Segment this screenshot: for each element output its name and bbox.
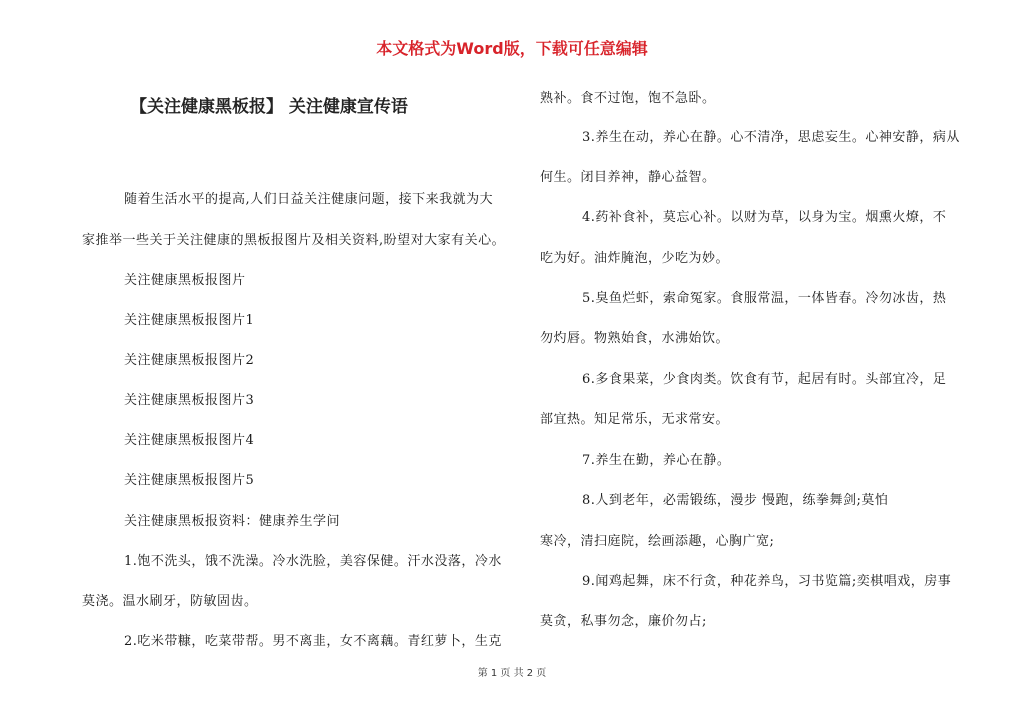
paragraph-line: 7.养生在勤，养心在静。 xyxy=(582,453,731,468)
paragraph-line: 9.闻鸡起舞，床不行贪，种花养鸟，习书览篇;奕棋唱戏，房事 xyxy=(582,574,952,589)
left-column xyxy=(82,0,506,723)
paragraph-line: 莫浇。温水刷牙，防敏固齿。 xyxy=(82,594,258,609)
paragraph-line: 吃为好。油炸腌泡，少吃为妙。 xyxy=(540,251,730,266)
paragraph-line: 随着生活水平的提高,人们日益关注健康问题，接下来我就为大 xyxy=(124,192,494,207)
paragraph-line: 部宜热。知足常乐，无求常安。 xyxy=(540,412,730,427)
paragraph-line: 家推举一些关于关注健康的黑板报图片及相关资料,盼望对大家有关心。 xyxy=(82,233,506,248)
paragraph-line: 关注健康黑板报图片2 xyxy=(124,353,255,368)
paragraph-line: 1.饱不洗头，饿不洗澡。冷水洗脸，美容保健。汗水没落，冷水 xyxy=(124,554,502,569)
paragraph-line: 8.人到老年，必需锻练，漫步 慢跑，练拳舞剑;莫怕 xyxy=(582,493,889,508)
paragraph-line: 勿灼唇。物熟始食，水沸始饮。 xyxy=(540,331,730,346)
paragraph-line: 2.吃米带糠，吃菜带帮。男不离韭，女不离藕。青红萝卜，生克 xyxy=(124,634,502,649)
paragraph-line: 莫贪，私事勿念，廉价勿占; xyxy=(540,614,707,629)
paragraph-line: 关注健康黑板报图片4 xyxy=(124,433,255,448)
paragraph-line: 关注健康黑板报图片3 xyxy=(124,393,255,408)
paragraph-line: 3.养生在动，养心在静。心不清净，思虑妄生。心神安静，病从 xyxy=(582,130,960,145)
right-column xyxy=(540,0,958,723)
paragraph-line: 关注健康黑板报资料：健康养生学问 xyxy=(124,514,341,529)
page-title: 【关注健康黑板报】 关注健康宣传语 xyxy=(130,97,408,117)
page-indicator: 第 1 页 共 2 页 xyxy=(477,668,547,679)
paragraph-line: 何生。闭目养神，静心益智。 xyxy=(540,170,716,185)
paragraph-line: 关注健康黑板报图片5 xyxy=(124,473,255,488)
editable-notice: 本文格式为Word版，下载可任意编辑 xyxy=(376,39,648,58)
paragraph-line: 6.多食果菜，少食肉类。饮食有节，起居有时。头部宜冷，足 xyxy=(582,372,947,387)
paragraph-line: 关注健康黑板报图片 xyxy=(124,273,246,288)
paragraph-line: 4.药补食补，莫忘心补。以财为草，以身为宝。烟熏火燎，不 xyxy=(582,210,947,225)
paragraph-line: 关注健康黑板报图片1 xyxy=(124,313,255,328)
paragraph-line: 寒冷，清扫庭院，绘画添趣，心胸广宽; xyxy=(540,534,775,549)
paragraph-line: 熟补。食不过饱，饱不急卧。 xyxy=(540,91,716,106)
paragraph-line: 5.臭鱼烂虾，索命冤家。食服常温，一体皆春。冷勿冰齿，热 xyxy=(582,291,947,306)
